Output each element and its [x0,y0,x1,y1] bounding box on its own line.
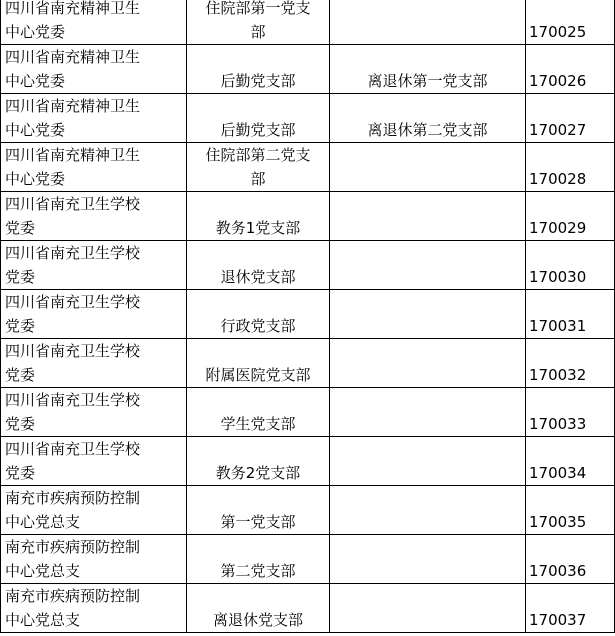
branch-cell: 附属医院党支部 [187,339,330,388]
organization-cell: 四川省南充精神卫生 中心党委 [1,45,187,94]
sub-branch-cell [330,241,526,290]
branch-cell: 学生党支部 [187,388,330,437]
sub-branch-cell [330,584,526,633]
sub-branch-cell: 离退休第一党支部 [330,45,526,94]
organization-cell: 四川省南充卫生学校 党委 [1,388,187,437]
organization-cell: 南充市疾病预防控制 中心党总支 [1,584,187,633]
organization-cell: 四川省南充精神卫生 中心党委 [1,0,187,45]
organization-cell: 四川省南充卫生学校 党委 [1,192,187,241]
organization-cell: 四川省南充精神卫生 中心党委 [1,143,187,192]
code-cell: 170025 [526,0,615,45]
branch-cell: 后勤党支部 [187,45,330,94]
code-cell: 170029 [526,192,615,241]
branch-cell: 第一党支部 [187,486,330,535]
table-row [1,388,615,437]
branch-cell: 第二党支部 [187,535,330,584]
table-row [1,486,615,535]
branch-cell: 教务1党支部 [187,192,330,241]
code-cell: 170031 [526,290,615,339]
code-cell: 170028 [526,143,615,192]
sub-branch-cell [330,143,526,192]
organization-cell: 四川省南充卫生学校 党委 [1,241,187,290]
table-row [1,290,615,339]
code-cell: 170034 [526,437,615,486]
code-cell: 170036 [526,535,615,584]
organization-cell: 四川省南充卫生学校 党委 [1,437,187,486]
table-row [1,535,615,584]
table-row [1,241,615,290]
table-row [1,0,615,45]
code-cell: 170026 [526,45,615,94]
organization-cell: 四川省南充卫生学校 党委 [1,290,187,339]
table-row [1,339,615,388]
sub-branch-cell [330,192,526,241]
sub-branch-cell: 离退休第二党支部 [330,94,526,143]
branch-cell: 教务2党支部 [187,437,330,486]
branch-cell: 住院部第一党支 部 [187,0,330,45]
sub-branch-cell [330,486,526,535]
organization-cell: 南充市疾病预防控制 中心党总支 [1,486,187,535]
organization-cell: 四川省南充精神卫生 中心党委 [1,94,187,143]
branch-cell: 住院部第二党支 部 [187,143,330,192]
code-cell: 170033 [526,388,615,437]
branch-cell: 退休党支部 [187,241,330,290]
branch-cell: 离退休党支部 [187,584,330,633]
table-row [1,94,615,143]
table-body [1,0,615,633]
table-row [1,584,615,633]
branch-cell: 后勤党支部 [187,94,330,143]
organization-cell: 四川省南充卫生学校 党委 [1,339,187,388]
code-cell: 170032 [526,339,615,388]
sub-branch-cell [330,437,526,486]
table-row [1,192,615,241]
table-row [1,143,615,192]
code-cell: 170035 [526,486,615,535]
sub-branch-cell [330,339,526,388]
code-cell: 170037 [526,584,615,633]
code-cell: 170027 [526,94,615,143]
code-cell: 170030 [526,241,615,290]
table-row [1,45,615,94]
sub-branch-cell [330,535,526,584]
table-row [1,437,615,486]
sub-branch-cell [330,388,526,437]
sub-branch-cell [330,0,526,45]
branch-cell: 行政党支部 [187,290,330,339]
sub-branch-cell [330,290,526,339]
organization-cell: 南充市疾病预防控制 中心党总支 [1,535,187,584]
